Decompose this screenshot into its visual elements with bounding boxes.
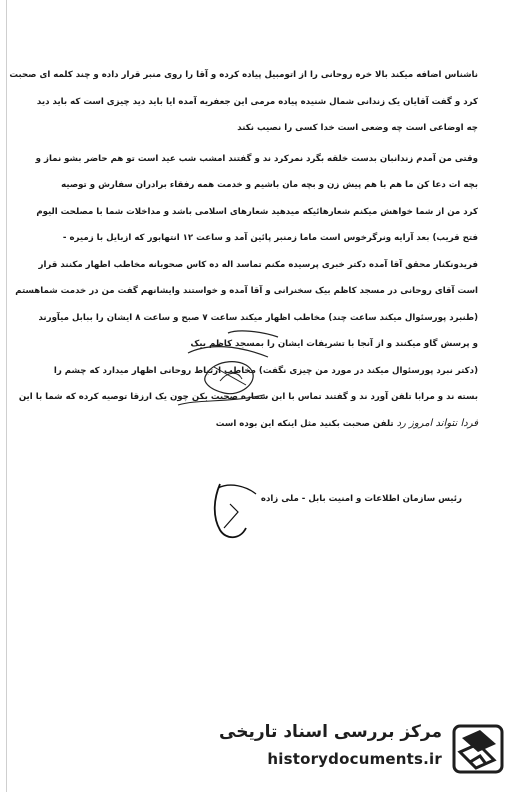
document-body [9,62,478,437]
text-line: کرد و گفت آقایان یک زندانی شمال شنیده پیاده مرمی این جعفریه آمده ایا باید دید چیزی است که باید دید [36,96,478,107]
text-line: وقتی من آمدم زندانبان بدست خلقه بگرد نمرکرد ند و گفتند امشب شب عید است تو هم حاضر بشو نماز و [35,153,478,164]
text-line: (طنبرد پورسئوال میکند ساعت چند) مخاطب اظهار میکند ساعت ۷ صبح و ساعت ۸ ایشان را ببابل میآورند [38,312,478,323]
text-line: بچه ات دعا کن ما هم با هم پیش زن و بچه مان باشیم و خدمت همه رفقاء برادران سفارش و توصیه [61,180,478,190]
text-line-last [58,411,478,438]
text-line: کرد من از شما خواهش میکنم شعارهائیکه میدهید شعارهای اسلامی باشد و مداخلات شما با مصلحت الیوم [36,206,478,217]
archive-title: مرکز بررسی اسناد تاریخی [219,722,442,742]
text-line: و پرسش گاو میکنند و از آنجا با تشریفات ایشان را بمسجد کاظم بیک [190,339,478,349]
handwritten-note: فردا نتواند امروز رد [396,417,478,429]
text-line: فتح قریب) بعد آرایه ونرگرخوس است ماما زمنبر پائین آمد و ساعت ۱۲ انتهابور که ازبایل با زمیره - [62,233,478,243]
text-line: ناشناس اضافه میکند بالا خره روحانی را از اتومبیل پیاده کرده و آقا را روی منبر قرار داده و چند کلمه ای صحبت [9,70,478,80]
page-edge [6,0,7,792]
text-line: (دکتر نبرد پورسئوال میکند در مورد من چیزی نگفت) مخاطب ارتباط روحانی اظهار میدارد که چشم را [53,365,478,376]
text-line: چه اوضاعی است چه وضعی است خدا کسی را نصیب نکند [237,123,478,133]
text-line: است آقای روحانی در مسجد کاظم بیک سخنرانی و آقا آمده و خواستند وایشانهم گفت من در خدمت شماهستم [15,286,478,296]
archive-url: historydocuments.ir [267,750,442,768]
signature-mark [200,468,290,548]
text-line: بسته ند و مرابا تلفن آورد ند و گفتند تماس با ابن شماره صحبت بکن چون یک ارزقا توصیه کرده که شما با این [18,392,478,402]
signature-caption: رئیس سازمان اطلاعات و امنیت بابل - ملی زاده [260,494,462,504]
archive-logo-icon [450,722,506,776]
text-line: فریدونکنار محقق آقا آمده دکتر خبری پرسیده مکنم تماسد اله ده کاس صحوبانه مخاطب اطهار مکنند قرار [38,259,478,270]
archive-watermark [216,718,506,778]
text-line-content: تلفن صحبت بکنید مثل اینکه این بوده است [215,418,394,429]
signature-block [200,468,480,548]
